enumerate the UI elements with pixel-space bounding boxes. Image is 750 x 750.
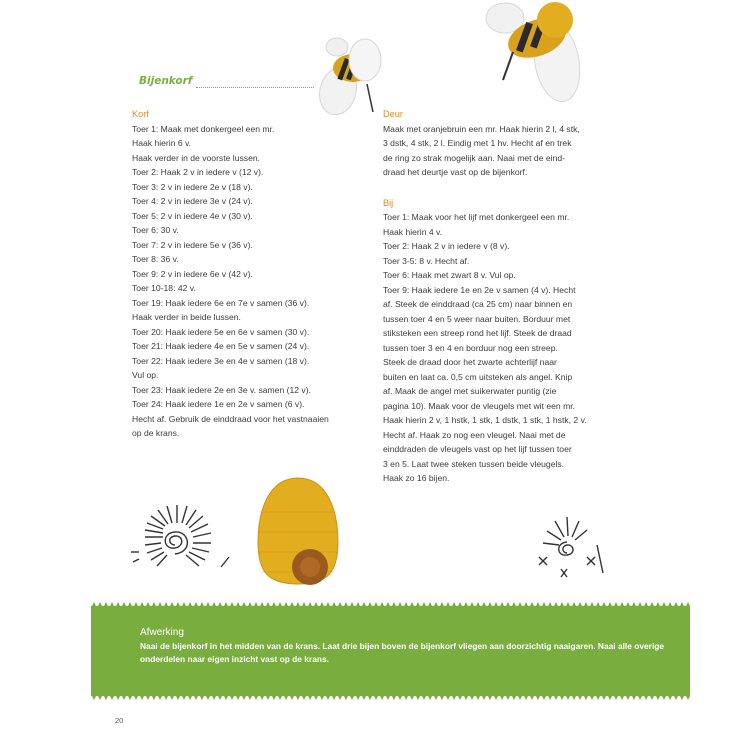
bij-line: 3 en 5. Laat twee steken tussen beide vleugels.	[383, 458, 565, 469]
korf-line: Toer 6: 30 v.	[132, 225, 179, 235]
deur-line: de ring zo strak mogelijk aan. Naai met de eind-	[383, 152, 565, 163]
afwerking-heading: Afwerking	[140, 627, 184, 638]
bij-line: pagina 10). Maak voor de vleugels met wit een mr.	[383, 400, 576, 411]
deur-line: draad het deurtje vast op de bijenkorf.	[383, 167, 528, 177]
korf-line: Toer 9: 2 v in iedere 6e v (42 v).	[132, 268, 253, 279]
bij-line: tussen toer 4 en 5 weer naar buiten. Borduur met	[383, 313, 571, 324]
korf-line: Vul op.	[132, 370, 159, 380]
bij-heading: Bij	[383, 197, 394, 208]
korf-line: Toer 5: 2 v in iedere 4e v (30 v).	[132, 210, 253, 221]
bij-line: Toer 3-5: 8 v. Hecht af.	[383, 255, 470, 266]
deur-line: Maak met oranjebruin een mr. Haak hierin 2 l, 4 stk,	[383, 123, 580, 134]
page-number: 20	[115, 716, 124, 725]
bij-line: Toer 9: Haak iedere 1e en 2e v samen (4 v). Hecht	[383, 284, 576, 295]
korf-line: Haak hierin 6 v.	[132, 138, 192, 148]
korf-heading: Korf	[132, 109, 149, 119]
afwerking-band	[91, 606, 690, 696]
bij-line: Steek de draad door het zwarte achterlijf naar	[383, 357, 557, 367]
korf-line: Haak verder in beide lussen.	[132, 312, 241, 322]
bij-line: tussen toer 3 en 4 en borduur nog een streep.	[383, 342, 558, 353]
korf-line: Toer 20: Haak iedere 5e en 6e v samen (30 v).	[132, 326, 310, 337]
deur-line: 3 dstk, 4 stk, 2 l. Eindig met 1 hv. Hecht af en trek	[383, 138, 572, 148]
korf-line: Hecht af. Gebruik de einddraad voor het vastnaaien	[132, 413, 329, 424]
bij-line: Hecht af. Haak zo nog een vleugel. Naai met de	[383, 429, 566, 440]
bij-line: Haak hierin 2 v, 1 hstk, 1 stk, 1 dstk, 1 stk, 1 hstk, 2 v.	[383, 415, 587, 425]
column-right	[383, 107, 623, 486]
korf-line: Haak verder in de voorste lussen.	[132, 152, 261, 163]
bij-line: af. Maak de angel met suikerwater puntig (zie	[383, 386, 557, 396]
korf-line: Toer 19: Haak iedere 6e en 7e v samen (36 v).	[132, 297, 310, 308]
band-bottom-edge	[91, 694, 690, 700]
bij-instructions	[383, 210, 623, 486]
korf-line: Toer 2: Haak 2 v in iedere v (12 v).	[132, 167, 264, 177]
crochet-diagram-right	[525, 505, 610, 585]
band-top-edge	[91, 602, 690, 608]
bij-line: buiten en laat ca. 0,5 cm uitsteken als angel. Knip	[383, 371, 573, 382]
korf-line: Toer 3: 2 v in iedere 2e v (18 v).	[132, 181, 253, 192]
korf-line: Toer 1: Maak met donkergeel een mr.	[132, 123, 275, 134]
deur-instructions	[383, 122, 623, 180]
korf-line: Toer 24: Haak iedere 1e en 2e v samen (6 v).	[132, 399, 305, 409]
bee-photo-large	[485, 0, 585, 110]
afwerking-text: Naai de bijenkorf in het midden van de krans. Laat drie bijen boven de bijenkorf vliegen aan doorzichtig naaigaren. Naai alle overige onderdelen naar eigen inzicht vast op de krans.	[140, 641, 665, 664]
bij-line: Haak hierin 4 v.	[383, 226, 443, 237]
section-title: Bijenkorf	[139, 75, 193, 87]
bij-line: Haak zo 16 bijen.	[383, 473, 450, 483]
korf-line: Toer 7: 2 v in iedere 5e v (36 v).	[132, 239, 253, 250]
bij-line: Toer 2: Haak 2 v in iedere v (8 v).	[383, 241, 510, 251]
beehive-photo	[248, 472, 348, 592]
bij-line: Toer 1: Maak voor het lijf met donkergeel een mr.	[383, 212, 570, 222]
bij-line: af. Steek de einddraad (ca 25 cm) naar binnen en	[383, 299, 573, 309]
column-korf	[132, 107, 372, 441]
crochet-diagram-left	[125, 497, 240, 582]
korf-line: Toer 8: 36 v.	[132, 254, 179, 264]
korf-line: Toer 23: Haak iedere 2e en 3e v. samen (12 v).	[132, 384, 311, 395]
bij-line: Toer 6: Haak met zwart 8 v. Vul op.	[383, 270, 516, 280]
deur-heading: Deur	[383, 109, 403, 119]
korf-line: Toer 4: 2 v in iedere 3e v (24 v).	[132, 196, 253, 206]
korf-line: Toer 22: Haak iedere 3e en 4e v samen (18 v).	[132, 355, 310, 366]
title-divider	[196, 87, 314, 88]
bij-line: stiksteken een streep rond het lijf. Steek de draad	[383, 328, 572, 338]
korf-line: Toer 10-18: 42 v.	[132, 283, 196, 293]
korf-line: op de krans.	[132, 428, 180, 438]
korf-line: Toer 21: Haak iedere 4e en 5e v samen (24 v).	[132, 341, 310, 351]
bij-line: einddraden de vleugels vast op het lijf tussen toer	[383, 444, 572, 454]
korf-instructions	[132, 122, 372, 441]
